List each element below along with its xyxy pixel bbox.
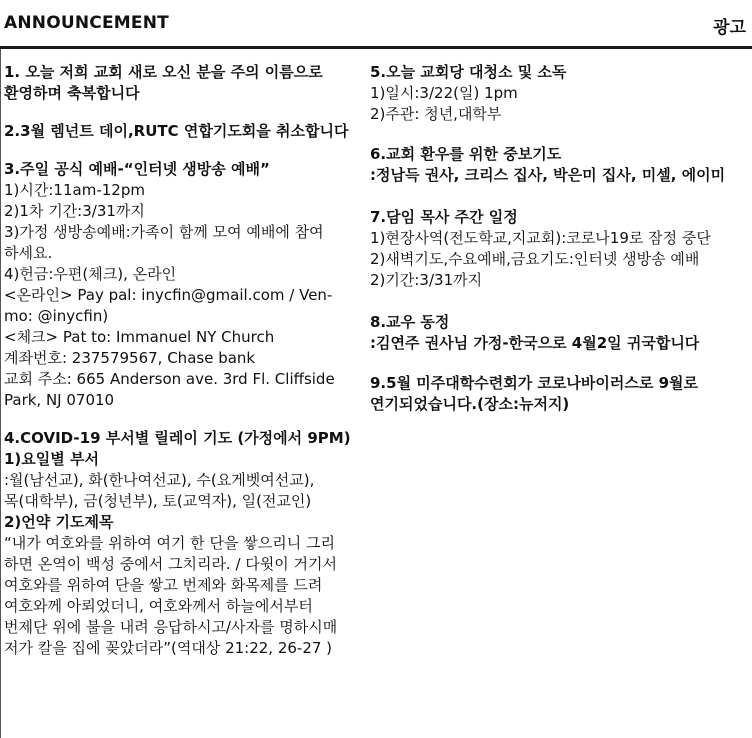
announcement-4-line: 여호와를 위하여 단을 쌓고 번제와 화목제를 드려: [4, 576, 323, 594]
announcement-4: [4, 428, 362, 659]
header-rule: [0, 46, 752, 49]
announcement-3-line: mo: @inycfin): [4, 307, 109, 325]
announcement-8: [370, 312, 750, 354]
announcement-7: [370, 207, 750, 291]
announcement-7-line: 2)기간:3/31까지: [370, 271, 483, 289]
announcement-6: [370, 144, 750, 186]
announcement-3-line: Park, NJ 07010: [4, 391, 115, 409]
announcement-6-line: :정남득 권사, 크리스 집사, 박은미 집사, 미셀, 에이미: [370, 166, 726, 184]
announcement-3-line: 3)가정 생방송예배:가족이 함께 모여 예배에 참여: [4, 223, 324, 241]
announcement-4-line: 하면 온역이 백성 중에서 그치리라. / 다윗이 거기서: [4, 555, 338, 573]
right-column: [370, 62, 750, 432]
announcement-2-title: 2.3월 렘넌트 데이,RUTC 연합기도회을 취소합니다: [4, 122, 349, 140]
announcement-4-subtitle-1: 1)요일별 부서: [4, 450, 99, 468]
announcement-3-line: 4)헌금:우편(체크), 온라인: [4, 265, 177, 283]
announcement-7-line: 1)현장사역(전도학교,지교회):코로나19로 잠정 중단: [370, 229, 711, 247]
announcement-3-line: <온라인> Pay pal: inycfin@gmail.com / Ven-: [4, 286, 333, 304]
header-right-label: 광고: [713, 18, 746, 38]
announcement-3-line: <체크> Pat to: Immanuel NY Church: [4, 328, 275, 346]
announcement-9-title-line-2: 연기되었습니다.(장소:뉴저지): [370, 395, 570, 413]
announcement-7-line: 2)새벽기도,수요예배,금요기도:인터넷 생방송 예배: [370, 250, 700, 268]
announcement-1: [4, 62, 362, 104]
announcement-9-title-line-1: 9.5월 미주대학수련회가 코로나바이러스로 9월로: [370, 374, 698, 392]
announcement-4-title: 4.COVID-19 부서별 릴레이 기도 (가정에서 9PM): [4, 429, 351, 447]
announcement-5-line: 2)주관: 청년,대학부: [370, 105, 502, 123]
announcement-3-line: 2)1차 기간:3/31까지: [4, 202, 145, 220]
announcement-8-title: 8.교우 동정: [370, 313, 450, 331]
announcement-5: [370, 62, 750, 125]
announcement-3: [4, 159, 362, 411]
announcement-3-line: 하세요.: [4, 244, 53, 262]
announcement-3-line: 교회 주소: 665 Anderson ave. 3rd Fl. Cliffside: [4, 370, 335, 388]
announcement-1-title-line-1: 1. 오늘 저희 교회 새로 오신 분을 주의 이름으로: [4, 63, 323, 81]
announcement-4-line: 목(대학부), 금(청년부), 토(교역자), 일(전교인): [4, 492, 312, 510]
announcement-1-title-line-2: 환영하며 축복합니다: [4, 84, 140, 102]
announcement-4-subtitle-2: 2)언약 기도제목: [4, 513, 114, 531]
header-bar: [0, 0, 752, 46]
announcement-4-line: 저가 칼을 집에 꽂았더라”(역대상 21:22, 26-27 ): [4, 639, 333, 657]
announcement-5-title: 5.오늘 교회당 대청소 및 소독: [370, 63, 567, 81]
left-column: [4, 62, 362, 676]
header-title: ANNOUNCEMENT: [4, 13, 169, 33]
announcement-6-title: 6.교회 환우를 위한 중보기도: [370, 145, 562, 163]
announcement-8-line: :김연주 권사님 가정-한국으로 4월2일 귀국합니다: [370, 334, 700, 352]
announcement-3-line: 1)시간:11am-12pm: [4, 181, 145, 199]
announcement-2: [4, 121, 362, 142]
announcement-7-title: 7.담임 목사 주간 일정: [370, 208, 518, 226]
announcement-4-line: :월(남선교), 화(한나여선교), 수(요게벳여선교),: [4, 471, 315, 489]
left-border-line: [0, 49, 1, 738]
announcement-3-title: 3.주일 공식 예배-“인터넷 생방송 예배”: [4, 160, 270, 178]
announcement-4-line: “내가 여호와를 위하여 여기 한 단을 쌓으리니 그리: [4, 534, 335, 552]
announcement-3-line: 계좌번호: 237579567, Chase bank: [4, 349, 256, 367]
announcement-9: [370, 373, 750, 415]
announcement-4-line: 번제단 위에 불을 내려 응답하시고/사자를 명하시매: [4, 618, 338, 636]
announcement-4-line: 여호와께 아뢰었더니, 여호와께서 하늘에서부터: [4, 597, 313, 615]
announcement-5-line: 1)일시:3/22(일) 1pm: [370, 84, 518, 102]
